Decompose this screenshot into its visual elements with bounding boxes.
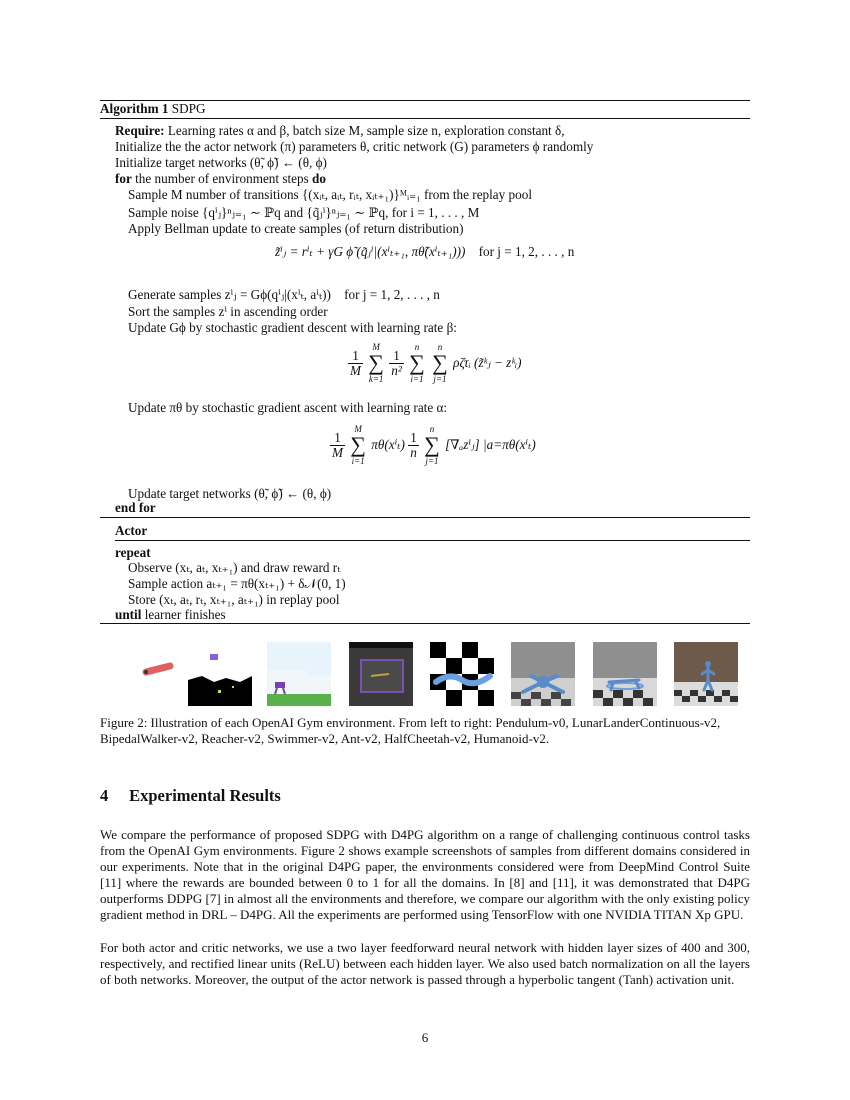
section-title: Experimental Results — [129, 786, 281, 805]
swimmer-image — [430, 642, 494, 706]
algo-require — [115, 123, 565, 138]
paragraph-1: We compare the performance of proposed SDPG with D4PG algorithm on a range of challenging continuous control tasks from the OpenAI Gym environments. Figure 2 shows example screenshots of samples from different domains considered in our experiments. Note that in the original D4PG paper, the environments considered were from DeepMind Control Suite [11] where the rewards are bounded between 0 to 1 for all the domains. In [8] and [11], it was demonstrated that D4PG outperforms DDPG [7] in almost all the environments and therefore, we compare our algorithm with the only existing policy gradient method in DRL – D4PG. All the experiments are performed using TensorFlow with one NVIDIA TITAN Xp GPU. — [100, 827, 750, 922]
critic-sum-3: n ∑ j=1 — [432, 342, 448, 384]
thumb-ant — [511, 642, 575, 706]
bellman-equation — [275, 244, 574, 260]
algo-for-loop — [115, 171, 326, 186]
algo-generate-samples — [128, 287, 440, 302]
actor-frac-2: $\frac{1}{n}$ — [410, 429, 417, 460]
critic-loss-term: ρζτᵢ (z̃ᵏⱼ − zᵏᵢ) — [453, 355, 522, 370]
thumb-lunar-lander — [188, 642, 252, 706]
critic-frac-2: $\frac{1}{\text{n²}}$ — [391, 347, 402, 378]
actor-header: Actor — [115, 523, 148, 538]
thumb-swimmer — [430, 642, 494, 706]
critic-frac-1: $\frac{1}{M}$ — [350, 347, 361, 378]
actor-frac-1: $\frac{1}{M}$ — [332, 429, 343, 460]
algo-sample-noise: Sample noise {qⁱⱼ}ⁿⱼ₌₁ ∼ ℙq and {q̃ⱼⁱ}ⁿⱼ₌₁ ∼ ℙq, for i = 1, . . . , M — [128, 205, 480, 220]
environment-figure — [134, 642, 740, 708]
critic-loss-equation — [348, 342, 522, 384]
lunar-lander-image — [188, 642, 252, 706]
section-heading — [100, 786, 281, 806]
algo-until — [115, 607, 226, 622]
actor-policy-term: πθ(xⁱₜ) — [371, 437, 405, 452]
algo-sample-action: Sample action aₜ₊₁ = πθ(xₜ₊₁) + δ𝒩(0, 1) — [128, 576, 346, 591]
until-keyword: until — [115, 607, 142, 622]
figure-caption — [100, 715, 750, 747]
require-text: Learning rates α and β, batch size M, sample size n, exploration constant δ, — [167, 123, 565, 138]
for-keyword: for — [115, 171, 132, 186]
algorithm-bottom-rule — [100, 623, 750, 624]
bellman-condition: for j = 1, 2, . . . , n — [478, 244, 575, 259]
algorithm-header-rule — [100, 118, 750, 119]
thumb-reacher — [349, 642, 413, 706]
critic-sum-2: n ∑ i=1 — [409, 342, 425, 384]
algorithm-label: Algorithm 1 — [100, 101, 169, 116]
algo-update-critic: Update Gϕ by stochastic gradient descent with learning rate β: — [128, 320, 457, 335]
figure-caption-line-2: BipedalWalker-v2, Reacher-v2, Swimmer-v2, Ant-v2, HalfCheetah-v2, Humanoid-v2. — [100, 731, 550, 746]
algo-end-for: end for — [115, 500, 156, 515]
require-keyword: Require: — [115, 123, 165, 138]
bipedal-walker-image — [267, 642, 331, 706]
algo-init-actor-critic: Initialize the the actor network (π) parameters θ, critic network (G) parameters ϕ randomly — [115, 139, 594, 154]
algo-store: Store (xₜ, aₜ, rₜ, xₜ₊₁, aₜ₊₁) in replay pool — [128, 592, 340, 607]
paragraph-2: For both actor and critic networks, we use a two layer feedforward neural network with hidden layer sizes of 400 and 300, respectively, and rectified linear units (ReLU) between each hidden layer. We also used batch normalization on all the layers of both networks. Moreover, the output of the actor network is passed through a hyperbolic tangent (Tanh) activation unit. — [100, 940, 750, 987]
critic-sum-1: M ∑ k=1 — [368, 342, 384, 384]
algo-bellman-text: Apply Bellman update to create samples (of return distribution) — [128, 221, 464, 236]
algorithm-title — [100, 101, 206, 116]
humanoid-image — [674, 642, 738, 706]
thumb-bipedal-walker — [267, 642, 331, 706]
algorithm-mid-rule — [100, 517, 750, 518]
ant-image — [511, 642, 575, 706]
actor-sum-1: M ∑ i=1 — [350, 424, 366, 466]
algo-observe: Observe (xₜ, aₜ, xₜ₊₁) and draw reward rₜ — [128, 560, 341, 575]
actor-sum-2: n ∑ j=1 — [424, 424, 440, 466]
bellman-expression: z̃ⁱⱼ = rⁱₜ + γG ϕ̃ (q̃ⱼⁱ|(xⁱₜ₊₁, πθ̃(xⁱₜ₊₁))) — [275, 244, 466, 259]
for-text: the number of environment steps — [135, 171, 309, 186]
section-number: 4 — [100, 786, 109, 805]
thumb-humanoid — [674, 642, 738, 706]
algo-sample-transitions: Sample M number of transitions {(xᵢₜ, aᵢₜ, rᵢₜ, xᵢₜ₊₁)}ᴹᵢ₌₁ from the replay pool — [128, 187, 532, 202]
actor-gradient-term: [∇ₐzⁱⱼ] |a=πθ(xⁱₜ) — [445, 437, 536, 452]
algo-init-target: Initialize target networks (θ̃, ϕ̃) ← (θ, ϕ) — [115, 155, 327, 170]
algorithm-name: SDPG — [171, 101, 206, 116]
algo-update-target: Update target networks (θ̃, ϕ̃) ← (θ, ϕ) — [128, 486, 332, 501]
until-text: learner finishes — [144, 607, 226, 622]
generate-samples-text: Generate samples zⁱⱼ = Gϕ(qⁱⱼ|(xⁱₜ, aⁱₜ)) — [128, 287, 331, 302]
figure-caption-line-1: Figure 2: Illustration of each OpenAI Gym environment. From left to right: Pendulum-v0, LunarLanderContinuous-v2, — [100, 715, 721, 730]
generate-samples-condition: for j = 1, 2, . . . , n — [344, 287, 440, 302]
reacher-image — [349, 642, 413, 706]
half-cheetah-image — [593, 642, 657, 706]
thumb-half-cheetah — [593, 642, 657, 706]
actor-header-rule — [115, 540, 750, 541]
algo-repeat: repeat — [115, 545, 151, 560]
algo-update-actor: Update πθ by stochastic gradient ascent with learning rate α: — [128, 400, 448, 415]
algo-sort-samples: Sort the samples zⁱ in ascending order — [128, 304, 328, 319]
actor-gradient-equation — [330, 424, 536, 466]
page-number: 6 — [421, 1030, 429, 1045]
do-keyword: do — [312, 171, 326, 186]
